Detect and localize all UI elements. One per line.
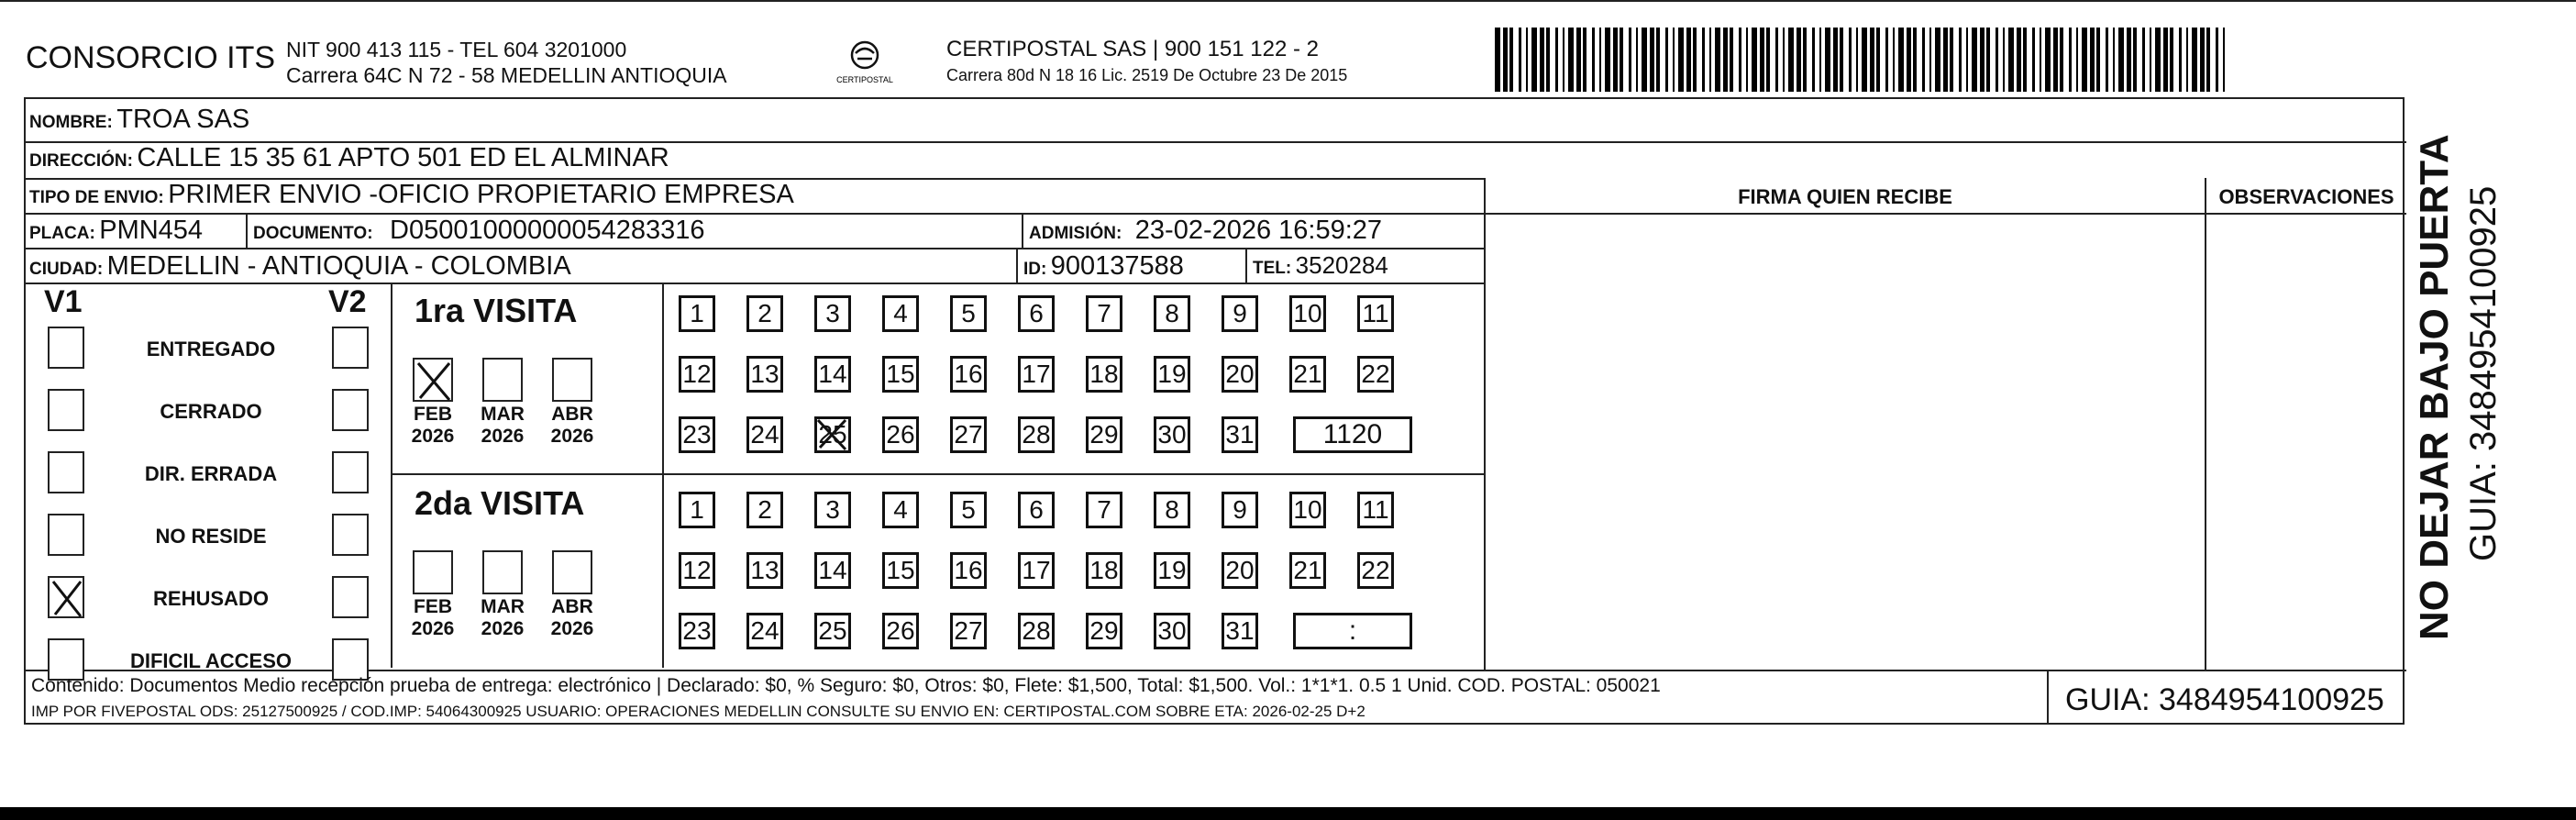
visit2-day-15[interactable]: 15 xyxy=(882,552,919,589)
visit1-day-11[interactable]: 11 xyxy=(1357,295,1394,332)
recipient-address: CALLE 15 35 61 APTO 501 ED EL ALMINAR xyxy=(137,143,669,172)
month-label: ABR 2026 xyxy=(550,404,594,447)
reason-label: ENTREGADO xyxy=(146,338,276,360)
city-label: CIUDAD: xyxy=(29,260,104,279)
visit1-day-5[interactable]: 5 xyxy=(950,295,987,332)
visit1-day-3[interactable]: 3 xyxy=(814,295,851,332)
bottom-border xyxy=(0,807,2576,820)
v2-checkbox-no-reside[interactable] xyxy=(332,514,369,556)
v1-checkbox-cerrado[interactable] xyxy=(48,389,84,431)
shipment-type-row xyxy=(29,180,794,210)
visit1-day-12[interactable]: 12 xyxy=(679,356,715,393)
visit1-day-15[interactable]: 15 xyxy=(882,356,919,393)
visit1-day-20[interactable]: 20 xyxy=(1222,356,1258,393)
v1-checkbox-entregado[interactable] xyxy=(48,327,84,369)
reason-label: CERRADO xyxy=(160,400,262,423)
footer-guia: GUIA: 3484954100925 xyxy=(2065,682,2384,717)
month-label: FEB 2026 xyxy=(411,404,455,447)
month-label: ABR 2026 xyxy=(550,596,594,639)
visit2-time-field[interactable]: : xyxy=(1293,613,1412,649)
v1-header: V1 xyxy=(44,284,83,319)
visit1-day-22[interactable]: 22 xyxy=(1357,356,1394,393)
barcode xyxy=(1495,28,2228,92)
visit2-day-25[interactable]: 25 xyxy=(814,613,851,649)
visit1-day-29[interactable]: 29 xyxy=(1086,416,1122,453)
reason-label: DIFICIL ACCESO xyxy=(129,649,292,672)
footer-content: Contenido: Documentos Medio recepción prueba de entrega: electrónico | Declarado: $0, % Seguro: $0, Otros: $0, Flete: $1,500, Total: $1,500. Vol.: 1*1*1. 0.5 1 Unid. COD. POSTAL: 050021 xyxy=(31,675,1661,696)
visit2-day-27[interactable]: 27 xyxy=(950,613,987,649)
visit1-day-18[interactable]: 18 xyxy=(1086,356,1122,393)
carrier-license: Carrera 80d N 18 16 Lic. 2519 De Octubre 23 De 2015 xyxy=(946,66,1348,84)
v1-checkbox-no-reside[interactable] xyxy=(48,514,84,556)
visit2-day-16[interactable]: 16 xyxy=(950,552,987,589)
visit2-day-22[interactable]: 22 xyxy=(1357,552,1394,589)
visit1-day-27[interactable]: 27 xyxy=(950,416,987,453)
carrier-name: CERTIPOSTAL SAS | 900 151 122 - 2 xyxy=(946,37,1319,61)
visit1-day-26[interactable]: 26 xyxy=(882,416,919,453)
v2-header: V2 xyxy=(328,284,367,319)
id-label: ID: xyxy=(1023,260,1047,279)
month-label: MAR 2026 xyxy=(481,596,525,639)
city-value: MEDELLIN - ANTIOQUIA - COLOMBIA xyxy=(106,251,571,281)
visit2-day-8[interactable]: 8 xyxy=(1154,492,1190,528)
month-label: FEB 2026 xyxy=(411,596,455,639)
id-cell xyxy=(1023,251,1184,282)
month-checkbox-abr[interactable] xyxy=(552,550,592,594)
footer-print-info: IMP POR FIVEPOSTAL ODS: 25127500925 / COD.IMP: 54064300925 USUARIO: OPERACIONES MEDELLIN CONSULTE SU ENVIO EN: CERTIPOSTAL.COM SOBRE ETA: 2026-02-25 D+2 xyxy=(31,703,1365,720)
visit1-day-13[interactable]: 13 xyxy=(746,356,783,393)
visit2-day-26[interactable]: 26 xyxy=(882,613,919,649)
shipment-type: PRIMER ENVIO -OFICIO PROPIETARIO EMPRESA xyxy=(168,180,794,209)
visit2-day-13[interactable]: 13 xyxy=(746,552,783,589)
visit1-day-25[interactable]: 25 xyxy=(814,416,851,453)
logo-text: CERTIPOSTAL xyxy=(836,75,893,84)
visit2-day-9[interactable]: 9 xyxy=(1222,492,1258,528)
plate-value: PMN454 xyxy=(99,216,204,245)
visit2-day-4[interactable]: 4 xyxy=(882,492,919,528)
top-border xyxy=(0,0,2576,2)
v2-checkbox-cerrado[interactable] xyxy=(332,389,369,431)
carrier-info xyxy=(946,37,1347,88)
visit2-day-23[interactable]: 23 xyxy=(679,613,715,649)
document-cell xyxy=(253,216,705,246)
recipient-name-row xyxy=(29,105,249,135)
month-checkbox-mar[interactable] xyxy=(482,358,523,402)
v2-checkbox-dir-errada[interactable] xyxy=(332,451,369,493)
visit2-day-5[interactable]: 5 xyxy=(950,492,987,528)
city-cell xyxy=(29,251,571,282)
v2-checkbox-rehusado[interactable] xyxy=(332,576,369,618)
plate-cell xyxy=(29,216,203,246)
id-value: 900137588 xyxy=(1050,251,1184,281)
visit2-day-14[interactable]: 14 xyxy=(814,552,851,589)
visit2-day-11[interactable]: 11 xyxy=(1357,492,1394,528)
visit2-title: 2da VISITA xyxy=(415,484,585,522)
visit1-day-8[interactable]: 8 xyxy=(1154,295,1190,332)
company-address: Carrera 64C N 72 - 58 MEDELLIN ANTIOQUIA xyxy=(286,63,727,87)
tel-value: 3520284 xyxy=(1295,251,1388,279)
visit2-day-2[interactable]: 2 xyxy=(746,492,783,528)
visit1-day-9[interactable]: 9 xyxy=(1222,295,1258,332)
visit2-day-1[interactable]: 1 xyxy=(679,492,715,528)
v1-checkbox-dir-errada[interactable] xyxy=(48,451,84,493)
visit1-title: 1ra VISITA xyxy=(415,292,578,329)
visit2-day-29[interactable]: 29 xyxy=(1086,613,1122,649)
visit1-day-4[interactable]: 4 xyxy=(882,295,919,332)
company-info xyxy=(286,37,727,88)
company-name: CONSORCIO ITS xyxy=(26,40,276,75)
visit2-day-19[interactable]: 19 xyxy=(1154,552,1190,589)
visit1-day-31[interactable]: 31 xyxy=(1222,416,1258,453)
visit1-day-16[interactable]: 16 xyxy=(950,356,987,393)
visit1-day-28[interactable]: 28 xyxy=(1018,416,1055,453)
admission-value: 23-02-2026 16:59:27 xyxy=(1134,216,1383,245)
month-checkbox-abr[interactable] xyxy=(552,358,592,402)
side-guia: GUIA: 3484954100925 xyxy=(2463,185,2504,561)
document-value: D05001000000054283316 xyxy=(390,216,705,245)
month-checkbox-mar[interactable] xyxy=(482,550,523,594)
visit1-day-19[interactable]: 19 xyxy=(1154,356,1190,393)
visit1-day-21[interactable]: 21 xyxy=(1289,356,1326,393)
admission-label: ADMISIÓN: xyxy=(1029,224,1122,243)
visit1-time-field[interactable]: 1120 xyxy=(1293,416,1412,453)
visit1-day-1[interactable]: 1 xyxy=(679,295,715,332)
visit1-day-17[interactable]: 17 xyxy=(1018,356,1055,393)
document-label: DOCUMENTO: xyxy=(253,224,373,243)
type-label: TIPO DE ENVIO: xyxy=(29,188,164,207)
visit1-day-24[interactable]: 24 xyxy=(746,416,783,453)
certipostal-logo xyxy=(825,35,904,90)
reason-label: DIR. ERRADA xyxy=(144,462,278,485)
visit2-day-30[interactable]: 30 xyxy=(1154,613,1190,649)
visit1-day-10[interactable]: 10 xyxy=(1289,295,1326,332)
visit1-day-23[interactable]: 23 xyxy=(679,416,715,453)
observations-header: OBSERVACIONES xyxy=(2218,185,2394,208)
month-checkbox-feb[interactable] xyxy=(413,358,453,402)
visit2-day-28[interactable]: 28 xyxy=(1018,613,1055,649)
v2-checkbox-entregado[interactable] xyxy=(332,327,369,369)
visit1-day-30[interactable]: 30 xyxy=(1154,416,1190,453)
name-label: NOMBRE: xyxy=(29,113,113,132)
delivery-form xyxy=(24,97,2405,725)
plate-label: PLACA: xyxy=(29,224,95,243)
admission-cell xyxy=(1029,216,1382,246)
recipient-name: TROA SAS xyxy=(116,105,250,134)
visit2-day-24[interactable]: 24 xyxy=(746,613,783,649)
reason-label: NO RESIDE xyxy=(155,525,267,548)
visit2-day-20[interactable]: 20 xyxy=(1222,552,1258,589)
visit1-day-14[interactable]: 14 xyxy=(814,356,851,393)
month-checkbox-feb[interactable] xyxy=(413,550,453,594)
visit1-day-7[interactable]: 7 xyxy=(1086,295,1122,332)
tel-cell xyxy=(1253,251,1388,280)
month-label: MAR 2026 xyxy=(481,404,525,447)
tel-label: TEL: xyxy=(1253,259,1292,278)
reason-label: REHUSADO xyxy=(153,587,269,610)
visit2-day-12[interactable]: 12 xyxy=(679,552,715,589)
signature-header: FIRMA QUIEN RECIBE xyxy=(1738,185,1952,208)
address-row xyxy=(29,143,669,173)
visit2-day-31[interactable]: 31 xyxy=(1222,613,1258,649)
visit2-day-10[interactable]: 10 xyxy=(1289,492,1326,528)
visit2-day-18[interactable]: 18 xyxy=(1086,552,1122,589)
visit2-day-6[interactable]: 6 xyxy=(1018,492,1055,528)
visit2-day-17[interactable]: 17 xyxy=(1018,552,1055,589)
visit2-day-7[interactable]: 7 xyxy=(1086,492,1122,528)
company-nit: NIT 900 413 115 - TEL 604 3201000 xyxy=(286,38,627,61)
visit2-day-3[interactable]: 3 xyxy=(814,492,851,528)
v1-checkbox-rehusado[interactable] xyxy=(48,576,84,618)
side-warning: NO DEJAR BAJO PUERTA xyxy=(2412,134,2457,640)
visit2-day-21[interactable]: 21 xyxy=(1289,552,1326,589)
visit1-day-2[interactable]: 2 xyxy=(746,295,783,332)
visit1-day-6[interactable]: 6 xyxy=(1018,295,1055,332)
address-label: DIRECCIÓN: xyxy=(29,151,133,171)
